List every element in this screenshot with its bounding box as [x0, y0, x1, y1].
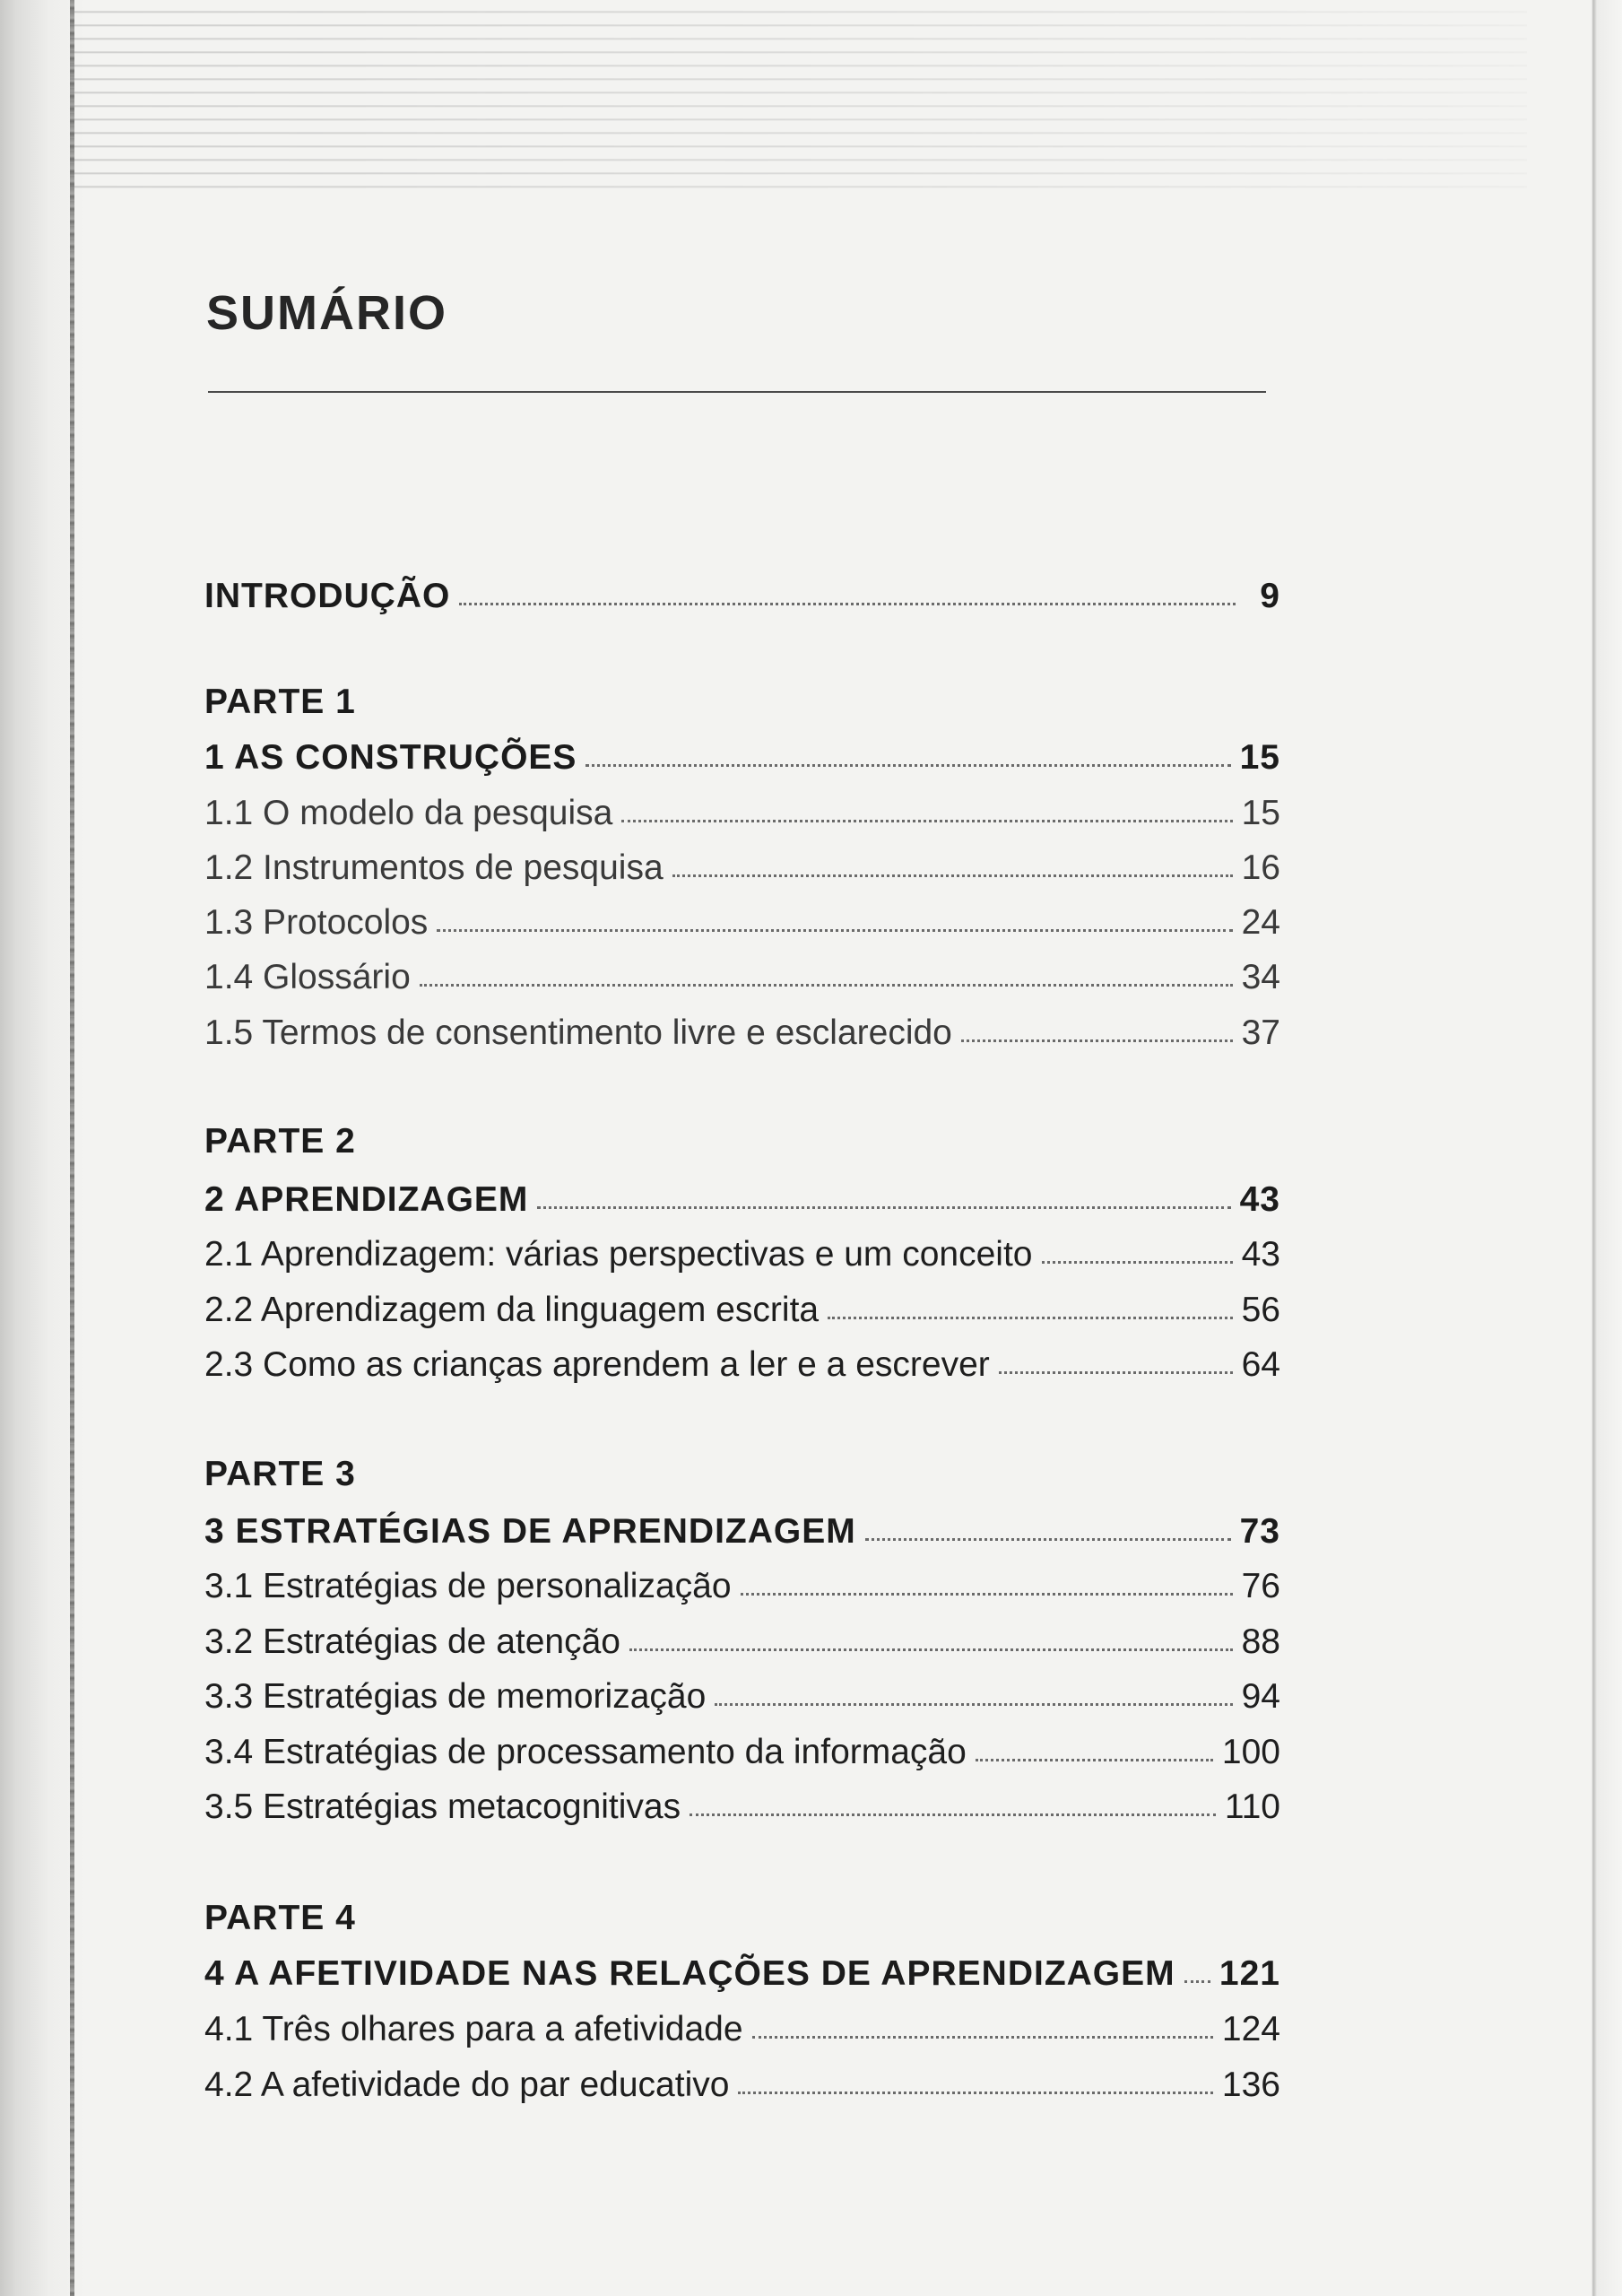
toc-page-number: 15: [1239, 738, 1280, 777]
toc-page-number: 24: [1241, 903, 1280, 942]
dot-leader: [585, 764, 1230, 767]
dot-leader: [1042, 1261, 1233, 1264]
dot-leader: [672, 874, 1233, 877]
toc-entry-chapter[interactable]: [204, 735, 1280, 780]
part-heading: [204, 1119, 1280, 1164]
toc-entry-label: 2.2 Aprendizagem da linguagem escrita: [204, 1291, 820, 1329]
toc-page-number: 16: [1241, 848, 1280, 887]
toc-entry-section[interactable]: [204, 1288, 1280, 1333]
toc-page-number: 136: [1221, 2066, 1280, 2104]
toc-page-number: 43: [1239, 1180, 1280, 1219]
toc-entry-label: 1.1 O modelo da pesquisa: [204, 794, 613, 832]
toc-entry-label: 3.1 Estratégias de personalização: [204, 1567, 732, 1605]
toc-entry-section[interactable]: [204, 1674, 1280, 1719]
toc-entry-label: 4 A AFETIVIDADE NAS RELAÇÕES DE APRENDIZAGEM: [204, 1954, 1175, 1993]
toc-entry-label: INTRODUÇÃO: [204, 577, 451, 615]
part-heading-label: PARTE 2: [204, 1122, 356, 1161]
toc-entry-section[interactable]: [204, 846, 1280, 891]
toc-entry-label: 3.2 Estratégias de atenção: [204, 1622, 620, 1661]
toc-page-number: 56: [1241, 1291, 1280, 1329]
toc-page-number: 110: [1224, 1787, 1280, 1826]
dot-leader: [976, 1759, 1213, 1761]
toc-page-number: 121: [1219, 1954, 1280, 1993]
part-heading-label: PARTE 1: [204, 683, 356, 721]
toc-entry-section[interactable]: [204, 2063, 1280, 2108]
toc-page-number: 43: [1241, 1235, 1280, 1274]
toc-entry-chapter[interactable]: [204, 1952, 1280, 1996]
toc-page-number: 9: [1260, 577, 1280, 615]
toc-entry-label: 2 APRENDIZAGEM: [204, 1180, 529, 1219]
dot-leader: [437, 929, 1232, 932]
toc-page-number: 124: [1221, 2010, 1280, 2048]
toc-entry-label: 4.1 Três olhares para a afetividade: [204, 2010, 743, 2048]
toc-page-number: 34: [1241, 958, 1280, 996]
dot-leader: [999, 1371, 1233, 1374]
toc-entry-section[interactable]: [204, 1564, 1280, 1609]
title-divider: [208, 391, 1266, 393]
dot-leader: [420, 984, 1233, 987]
part-heading: [204, 1452, 1280, 1497]
toc-page-number: 15: [1241, 794, 1280, 832]
toc-entry-section[interactable]: [204, 1011, 1280, 1056]
toc-entry-section[interactable]: [204, 1730, 1280, 1775]
toc-entry-section[interactable]: [204, 900, 1280, 945]
toc-page-number: 88: [1241, 1622, 1280, 1661]
dot-leader: [537, 1206, 1230, 1209]
dot-leader: [752, 2036, 1213, 2039]
toc-page-number: 76: [1241, 1567, 1280, 1605]
toc-entry-label: 3.4 Estratégias de processamento da informação: [204, 1733, 967, 1771]
toc-entry-section[interactable]: [204, 955, 1280, 1000]
toc-entry-label: 3.3 Estratégias de memorização: [204, 1677, 707, 1716]
dot-leader: [629, 1648, 1233, 1651]
toc-entry-label: 1 AS CONSTRUÇÕES: [204, 738, 577, 777]
part-heading: [204, 680, 1280, 725]
toc-entry-label: 3 ESTRATÉGIAS DE APRENDIZAGEM: [204, 1512, 856, 1551]
dot-leader: [741, 1593, 1233, 1596]
dot-leader: [865, 1538, 1231, 1541]
dot-leader: [738, 2092, 1212, 2094]
dot-leader: [459, 603, 1236, 605]
toc-entry-label: 2.3 Como as crianças aprendem a ler e a escrever: [204, 1345, 990, 1384]
page-binding-edge: [70, 0, 74, 2296]
part-heading-label: PARTE 3: [204, 1455, 356, 1493]
toc-page-number: 37: [1241, 1013, 1280, 1052]
toc-entry-label: 1.3 Protocolos: [204, 903, 429, 942]
toc-entry-label: 3.5 Estratégias metacognitivas: [204, 1787, 681, 1826]
part-heading-label: PARTE 4: [204, 1899, 356, 1937]
toc-entry-section[interactable]: [204, 1620, 1280, 1665]
page-right-edge: [1559, 0, 1622, 2296]
toc-page-number: 73: [1239, 1512, 1280, 1551]
toc-entry-section[interactable]: [204, 791, 1280, 836]
toc-entry-label: 1.2 Instrumentos de pesquisa: [204, 848, 664, 887]
toc-entry-label: 1.4 Glossário: [204, 958, 411, 996]
toc-entry-chapter[interactable]: [204, 1509, 1280, 1554]
scan-top-stripes: [70, 0, 1527, 188]
toc-entry-chapter[interactable]: [204, 1178, 1280, 1222]
toc-entry-label: 2.1 Aprendizagem: várias perspectivas e um conceito: [204, 1235, 1033, 1274]
dot-leader: [715, 1703, 1232, 1706]
dot-leader: [961, 1039, 1233, 1042]
toc-entry-section[interactable]: [204, 1343, 1280, 1387]
toc-entry-section[interactable]: [204, 1232, 1280, 1277]
toc-entry-section[interactable]: [204, 1785, 1280, 1830]
toc-entry-label: 4.2 A afetividade do par educativo: [204, 2066, 730, 2104]
toc-entry-section[interactable]: [204, 2007, 1280, 2052]
toc-page-number: 64: [1241, 1345, 1280, 1384]
page-title: SUMÁRIO: [206, 286, 447, 340]
toc-page-number: 94: [1241, 1677, 1280, 1716]
part-heading: [204, 1896, 1280, 1941]
toc-entry-label: 1.5 Termos de consentimento livre e esclarecido: [204, 1013, 952, 1052]
dot-leader: [690, 1813, 1216, 1816]
toc-entry-introduction[interactable]: [204, 574, 1280, 619]
dot-leader: [1184, 1980, 1210, 1983]
dot-leader: [828, 1317, 1233, 1319]
dot-leader: [621, 820, 1232, 822]
toc-page-number: 100: [1221, 1733, 1280, 1771]
